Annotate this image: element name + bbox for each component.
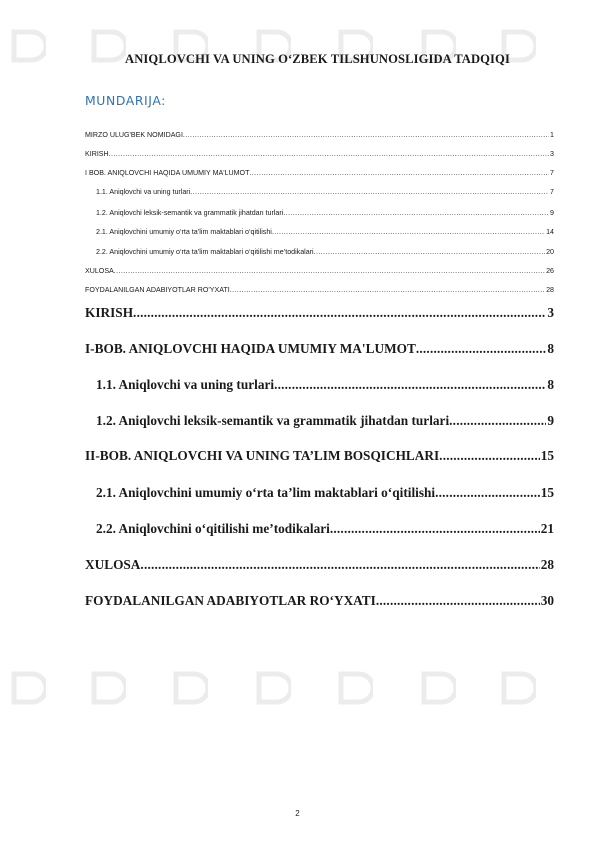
toc-section-page: 9: [547, 413, 554, 428]
toc-chapter-label: XULOSA: [85, 557, 141, 572]
toc-section-label: 2.2. Aniqlovchini o‘qitilishi me’todikalari: [96, 521, 330, 536]
document-logo-icon: [500, 670, 536, 706]
toc-leader-dots: [249, 168, 549, 178]
document-logo-icon: [90, 670, 126, 706]
toc-chapter[interactable]: [85, 447, 554, 465]
toc-entry[interactable]: [96, 227, 554, 237]
toc-leader-dots: [435, 484, 540, 502]
toc-leader-dots: [133, 304, 546, 322]
toc-entry-page: 9: [550, 209, 554, 217]
toc-heading: MUNDARIJA:: [85, 93, 166, 108]
document-logo-icon: [255, 670, 291, 706]
document-logo-icon: [337, 670, 373, 706]
toc-leader-dots: [183, 130, 549, 140]
toc-leader-dots: [416, 340, 547, 358]
toc-leader-dots: [439, 447, 540, 465]
toc-section-label: 1.2. Aniqlovchi leksik-semantik va grammatik jihatdan turlari: [96, 413, 450, 428]
toc-entry-page: 20: [546, 248, 554, 256]
toc-section[interactable]: [96, 376, 554, 394]
toc-entry-page: 7: [550, 169, 554, 177]
toc-chapter[interactable]: [85, 304, 554, 322]
document-logo-icon: [172, 670, 208, 706]
toc-entry-label: 1.2. Aniqlovchi leksik-semantik va grammatik jihatdan turlari: [96, 209, 284, 217]
toc-leader-dots: [140, 556, 539, 574]
toc-section[interactable]: [96, 484, 554, 502]
toc-section[interactable]: [96, 520, 554, 538]
toc-chapter[interactable]: [85, 556, 554, 574]
toc-chapter[interactable]: [85, 592, 554, 610]
toc-section-page: 15: [540, 485, 554, 500]
toc-entry-label: KIRISH: [85, 150, 109, 158]
toc-entry[interactable]: [96, 208, 554, 218]
toc-chapter[interactable]: [85, 340, 554, 358]
toc-leader-dots: [272, 227, 545, 237]
toc-entry[interactable]: [85, 285, 554, 295]
document-title: ANIQLOVCHI VA UNING O‘ZBEK TILSHUNOSLIGIDA TADQIQI: [125, 52, 510, 66]
toc-chapter-label: II-BOB. ANIQLOVCHI VA UNING TA’LIM BOSQICHLARI: [85, 448, 440, 463]
toc-chapter-page: 8: [547, 341, 554, 356]
toc-section[interactable]: [96, 412, 554, 430]
toc-entry[interactable]: [85, 266, 554, 276]
toc-entry[interactable]: [85, 149, 554, 159]
toc-entry-page: 1: [550, 131, 554, 139]
toc-entry-page: 3: [550, 150, 554, 158]
toc-chapter-label: FOYDALANILGAN ADABIYOTLAR RO‘YXATI: [85, 593, 376, 608]
toc-chapter-page: 30: [540, 593, 554, 608]
toc-chapter-label: I-BOB. ANIQLOVCHI HAQIDA UMUMIY MA'LUMOT: [85, 341, 416, 356]
toc-entry-label: FOYDALANILGAN ADABIYOTLAR RO'YXATI: [85, 286, 230, 294]
toc-chapter-page: 3: [547, 305, 554, 320]
toc-entry-page: 14: [546, 228, 554, 236]
toc-chapter-label: KIRISH: [85, 305, 134, 320]
page-number: 2: [295, 809, 300, 818]
toc-entry-page: 28: [546, 286, 554, 294]
toc-leader-dots: [230, 285, 545, 295]
toc-entry-label: 1.1. Aniqlovchi va uning turlari: [96, 188, 191, 196]
toc-leader-dots: [330, 520, 540, 538]
toc-entry-label: I BOB. ANIQLOVCHI HAQIDA UMUMIY MA'LUMOT: [85, 169, 250, 177]
toc-entry-label: 2.2. Aniqlovchini umumiy o‘rta ta’lim maktablari o‘qitilishi me’todikalari: [96, 248, 314, 256]
document-logo-icon: [420, 670, 456, 706]
toc-entry[interactable]: [96, 247, 554, 257]
toc-section-label: 2.1. Aniqlovchini umumiy o‘rta ta’lim maktablari o‘qitilishi: [96, 485, 436, 500]
toc-entry[interactable]: [85, 168, 554, 178]
toc-section-page: 21: [540, 521, 554, 536]
document-logo-icon: [10, 670, 46, 706]
toc-leader-dots: [314, 247, 545, 257]
toc-entry-label: XULOSA: [85, 267, 114, 275]
toc-leader-dots: [449, 412, 546, 430]
toc-leader-dots: [274, 376, 546, 394]
toc-leader-dots: [190, 187, 549, 197]
toc-section-page: 8: [547, 377, 554, 392]
toc-entry-label: 2.1. Aniqlovchini umumiy o‘rta ta’lim maktablari o‘qitilishi: [96, 228, 272, 236]
toc-chapter-page: 15: [540, 448, 554, 463]
toc-leader-dots: [376, 592, 540, 610]
toc-leader-dots: [109, 149, 549, 159]
toc-section-label: 1.1. Aniqlovchi va uning turlari: [96, 377, 275, 392]
toc-leader-dots: [283, 208, 549, 218]
toc-entry[interactable]: [96, 187, 554, 197]
document-logo-icon: [10, 28, 46, 64]
toc-entry-label: MIRZO ULUG'BEK NOMIDAGI: [85, 131, 183, 139]
toc-entry-page: 26: [546, 267, 554, 275]
toc-leader-dots: [114, 266, 545, 276]
toc-chapter-page: 28: [540, 557, 554, 572]
toc-entry[interactable]: [85, 130, 554, 140]
toc-entry-page: 7: [550, 188, 554, 196]
